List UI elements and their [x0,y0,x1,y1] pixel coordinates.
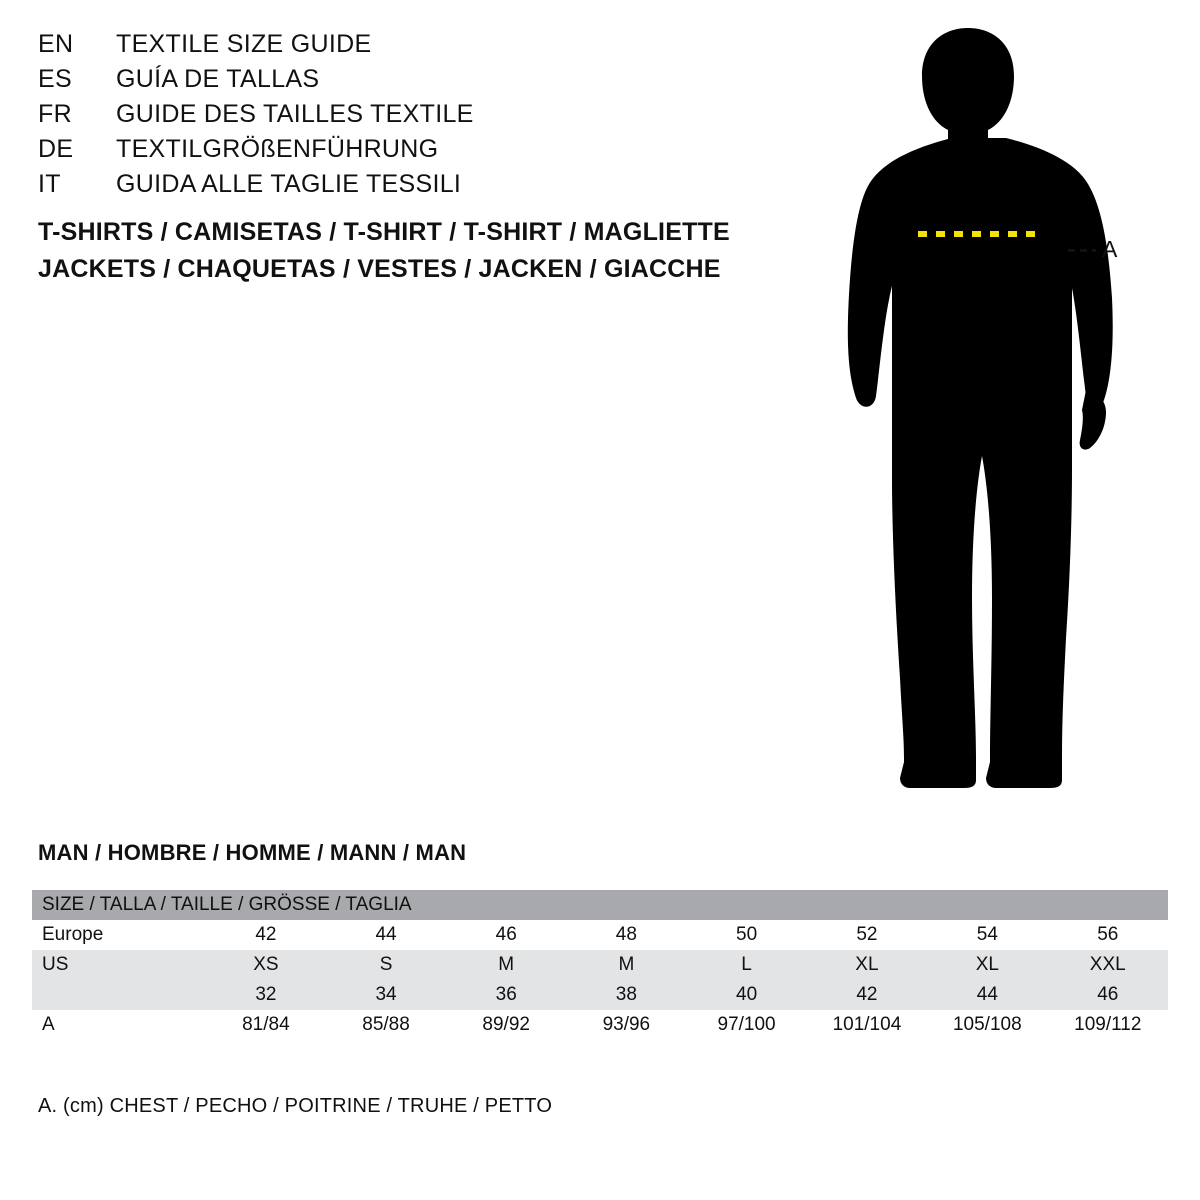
table-cell: 38 [566,980,686,1010]
table-cell: 50 [686,920,806,950]
language-title: GUIDE DES TAILLES TEXTILE [116,100,474,128]
language-title: TEXTILE SIZE GUIDE [116,30,372,58]
language-header-block [38,30,738,205]
table-cell: 105/108 [927,1010,1047,1040]
table-cell: 36 [446,980,566,1010]
table-cell: XXL [1048,950,1168,980]
table-cell: XL [807,950,927,980]
row-label-numeric [32,980,206,1010]
table-row [32,980,1168,1010]
table-cell: 40 [686,980,806,1010]
table-cell: S [326,950,446,980]
language-title: TEXTILGRÖßENFÜHRUNG [116,135,439,163]
language-code: ES [38,65,72,93]
row-label-chest: A [32,1010,206,1040]
measure-label-a: A [1102,236,1119,262]
table-cell: 46 [446,920,566,950]
table-row [32,920,1168,950]
language-row [38,65,738,100]
language-code: DE [38,135,74,163]
table-section-title: MAN / HOMBRE / HOMME / MANN / MAN [38,840,467,865]
table-cell: 34 [326,980,446,1010]
garment-category-jackets: JACKETS / CHAQUETAS / VESTES / JACKEN / GIACCHE [38,255,721,283]
table-cell: 42 [807,980,927,1010]
footnote-chest-measure: A. (cm) CHEST / PECHO / POITRINE / TRUHE / PETTO [38,1095,553,1117]
language-row [38,170,738,205]
language-title: GUIDA ALLE TAGLIE TESSILI [116,170,462,198]
size-table [32,890,1168,1040]
table-cell: 85/88 [326,1010,446,1040]
table-cell: M [446,950,566,980]
table-cell: 48 [566,920,686,950]
table-cell: XS [206,950,326,980]
table-cell: L [686,950,806,980]
table-header-row [32,890,1168,920]
language-code: IT [38,170,61,198]
table-cell: 44 [326,920,446,950]
table-cell: 81/84 [206,1010,326,1040]
table-row [32,1010,1168,1040]
table-cell: 101/104 [807,1010,927,1040]
measure-leader-line [1068,249,1096,252]
language-code: FR [38,100,72,128]
body-silhouette-figure [800,18,1180,788]
table-cell: M [566,950,686,980]
table-cell: 42 [206,920,326,950]
language-title: GUÍA DE TALLAS [116,65,320,93]
table-cell: 97/100 [686,1010,806,1040]
garment-category-tshirts: T-SHIRTS / CAMISETAS / T-SHIRT / T-SHIRT / MAGLIETTE [38,218,730,246]
table-cell: 93/96 [566,1010,686,1040]
table-cell: XL [927,950,1047,980]
table-cell: 44 [927,980,1047,1010]
table-cell: 46 [1048,980,1168,1010]
table-cell: 89/92 [446,1010,566,1040]
language-row [38,100,738,135]
table-cell: 32 [206,980,326,1010]
table-cell: 109/112 [1048,1010,1168,1040]
table-cell: 56 [1048,920,1168,950]
table-cell: 52 [807,920,927,950]
table-cell: 54 [927,920,1047,950]
language-code: EN [38,30,74,58]
row-label-europe: Europe [32,920,206,950]
table-row [32,950,1168,980]
language-row [38,30,738,65]
row-label-us: US [32,950,206,980]
silhouette-icon [800,18,1180,788]
language-row [38,135,738,170]
garment-category-block [38,218,798,292]
table-header-label: SIZE / TALLA / TAILLE / GRÖSSE / TAGLIA [32,890,1168,920]
